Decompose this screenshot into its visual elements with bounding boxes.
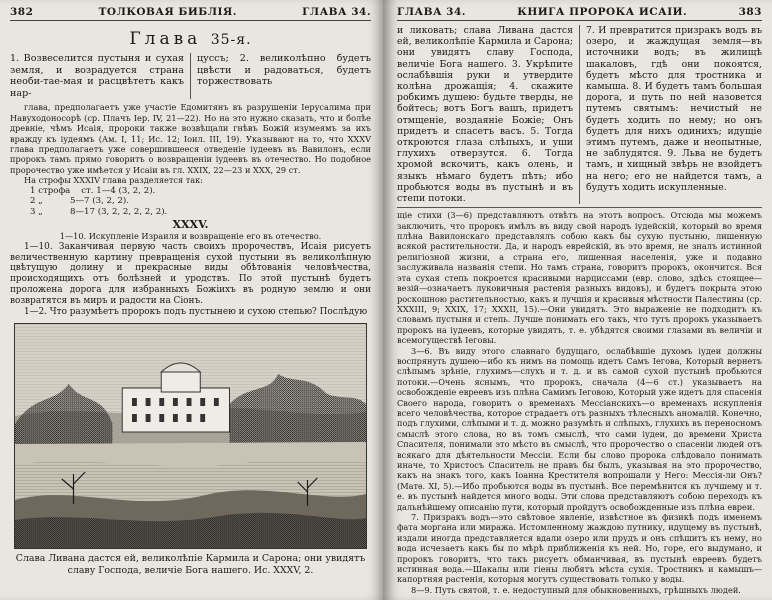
left-page <box>0 0 383 600</box>
commentary-intro: 1—10. Заканчивая первую часть своихъ пророчествъ, Исаія рисуетъ величественную картину превращенія сухой пустыни въ великолѣпную цвѣтущую долину и прекрасные виды обѣтованія человѣчества, происходящихъ отъ болѣзней и уродствъ. По этой пустынѣ будетъ проложена дорога для избранныхъ Божіихъ въ родную землю и они возвратятся въ миръ и радости на Сіонъ. <box>10 241 371 306</box>
verse1-left-col: 1. Возвеселится пустыня и сухая земля, и возрадуется страна необи-тае-мая и расцвѣтетъ какъ нар- <box>10 53 184 99</box>
engraving-landscape-image <box>15 324 366 548</box>
scripture-col-b: 7. И превратится призракъ водъ въ озеро, и жаждущая земля—въ источники водъ; въ жилищѣ шакаловъ, гдѣ они покоятся, будетъ мѣсто для тростника и камыша. 8. И будетъ тамъ большая дорога, и путь по ней назовется путемъ святымъ: нечистый не будетъ ходить по нему; но онъ будетъ для нихъ одинихъ; идущіе этимъ путемъ, даже и неопытные, не заблудятся. 9. Льва не будетъ тамъ, и хищный звѣрь не взойдетъ на него; его не найдется тамъ, а будутъ ходить искупленные. <box>586 25 762 193</box>
left-page-header <box>10 6 371 21</box>
verse1-right-col: цуссъ; 2. великолѣпно будетъ цвѣсти и радоваться, будетъ торжествовать <box>197 53 371 88</box>
commentary-top: глава, предполагаетъ уже участіе Едомитянъ въ разрушеніи Іерусалима при Навуходоносорѣ (ср. Плачъ Іер. IV, 21—22). Но на это нужно сказать, что и болѣе древніе, чѣмъ Исаія, пророки также возвѣщали гнѣвъ Божій изумеямъ за ихъ вражду къ іудеямъ (Ам. I, 11; Ис. 12; Іоил. III, 19). Указывают на то, что XXXV глава предполагаетъ уже совершившееся отведеніе іудеевъ въ Вавилонъ, если пророкъ тамъ прямо говоритъ о возвращеніи іудеевъ въ отечество. Но подобное пророчество уже имѣется у Исаіи въ гл. XXIX, 22—23 и XXX, 29 ст. <box>10 102 371 175</box>
engraving-illustration <box>14 323 367 549</box>
right-chapter-ref: ГЛАВА 34. <box>397 6 466 18</box>
scripture-col-a: и ликовать; слава Ливана дастся ей, великолѣпіе Кармила и Сарона; они увидятъ славу Господа, величіе Бога нашего. 3. Укрѣпите ослабѣвшія руки и утвердите колѣна дрожащія; 4. скажите робкимъ душею: будьте тверды, не бойтесь; вотъ Богъ вашъ, придетъ отмщеніе, воздаяніе Божіе; Онъ придетъ и спасетъ васъ. 5. Тогда откроются глаза слѣпыхъ, и уши глухихъ отверзутся. 6. Тогда хромой вскочитъ, какъ олень, и языкъ нѣмаго будетъ пѣть; ибо пробьются воды въ пустынѣ и въ степи потоки. <box>397 25 573 205</box>
section-subtitle: 1—10. Искупленіе Израиля и возвращеніе его въ отечество. <box>59 231 322 242</box>
commentary-rule <box>397 207 762 208</box>
left-chapter-ref: ГЛАВА 34. <box>302 6 371 18</box>
right-page-header <box>397 6 762 21</box>
strophe-intro: На строфы XXXIV глава разделяется так: <box>24 175 203 186</box>
commentary-v7: 7. Призракъ водъ—это свѣтовое явленіе, извѣстное въ физикѣ подъ именемъ фата моргана или миража. Истомленному жаждою путнику, идущему въ пустынѣ, издали иногда представляется вдали озеро или прудъ и онъ спѣшитъ къ нему, но вода исчезаетъ какъ бы по мѣрѣ приближенія къ ней. Но, горе, его выдумано, и пророкъ говоритъ, что такъ рисуетъ обманчивая, въ пустынѣ евреевъ будетъ истинная вода.—Шакалы или гіены любятъ мѣста сухія. Тростникъ и камышъ—капортняя растенія, которыя могутъ существовать только у воды. <box>397 512 762 585</box>
left-page-number: 382 <box>10 6 34 18</box>
strophe-row: 3 „ 8—17 (3, 2, 2, 2, 2, 2). <box>30 206 168 217</box>
right-running-title: КНИГА ПРОРОКА ИСАІИ. <box>517 6 688 18</box>
right-page-number: 383 <box>738 6 762 18</box>
column-divider <box>190 53 191 99</box>
scripture-columns <box>397 25 762 204</box>
chapter-heading: Глава <box>129 29 202 49</box>
left-running-title: ТОЛКОВАЯ БИБЛІЯ. <box>98 6 237 18</box>
strophe-row: 2 „ 5—7 (3, 2, 2). <box>30 196 130 207</box>
strophe-plan <box>10 186 371 218</box>
chapter-title <box>10 29 371 49</box>
commentary-vv3-6: 3—6. Въ виду этого славнаго будущаго, ослабѣвшіе духомъ іудеи должны воспрянуть душею—ибо къ нимъ на помощь идетъ Самъ Іегова, Который вернетъ слѣпымъ зрѣніе, глухимъ—слухъ и т. д. и въ самой сухой пустынѣ пробьются потоки.—Очень яснымъ, что пророкъ, сначала (4—6 ст.) указываетъ на освобожденіе евреевъ изъ плѣна Самимъ Іеговою, Который уже идетъ для спасенія Своего народа, говоритъ о временахъ Мессіанскихъ—о временахъ искупленія всего человѣчества, которое страдаетъ отъ разныхъ тѣлесныхъ аномалій. Конечно, подъ глухими, слѣпыми и т. д. можно разумѣть и слѣпыхъ, глухихъ въ переносномъ смыслѣ этого слова, но въ томъ смыслѣ, что сами іудеи, до времени Христа Спасителя, понимали это мѣсто въ смыслѣ, что пророчество о спасеніи людей отъ всякаго для дѣятельности Мессіи. Если бы слово пророка слѣдовало понимать иначе, то Христосъ Спаситель не правъ бы былъ, указывая на это пророчество, какъ на знакъ того, какъ Іоанна Крестителя вопрошали у Него: Мессія-ли Онъ? (Матѳ. XI, 5).—Ибо пробьются воды въ пустынѣ. Все перемѣнится къ лучшему и т. е. въ пустынѣ найдется много воды. Эти слова представляютъ собою переходъ къ дальнѣйшему описанію пути, который пройдутъ освобожденные изъ плѣна евреи. <box>397 345 762 512</box>
engraving-caption: Слава Ливана дастся ей, великолѣпіе Кармила и Сарона; они увидятъ славу Господа, величіе Бога нашего. Ис. XXXV, 2. <box>15 553 366 576</box>
commentary-vv1-2: щіе стихи (3—6) представляютъ отвѣтъ на этотъ вопросъ. Отсюда мы можемъ заключить, что пророкъ имѣлъ въ виду свой народъ іудейскій, который во время плѣна Вавилонскаго представлялъ собою какъ бы сухую пустыню, лишенную всякой растительности. Да, и народъ еврейскій, въ это время, не зналъ истинной религіозной жизни, а страна его, лишенная населенія, уже и подавно заслуживала названія степи. Но тамъ страна, говоритъ пророкъ, окончится. Вся эта сухая степь покроется красивыми нарциссами (евр. слово, здѣсь стоящее—везій—означаетъ луковичныя растенія разныхъ видовъ), и будетъ покрыта этою роскошною растительностью, какъ и лучшія и красивыя мѣстности Палестины (ср. XXXIII, 9; XXIX, 17; XXXII, 15).—Они увидятъ. Это выраженіе не подходитъ къ словамъ пустыня и степь. Лучше понимать его такъ, что тутъ пророкъ указываетъ пророкъ на іудеевъ, которые увидятъ, т. е. убѣдятся своими глазами въ величіи и всемогуществѣ Іеговы. <box>397 210 762 346</box>
commentary-question: 1—2. Что разумѣетъ пророкъ подъ пустынею и сухою степью? Послѣдую <box>24 306 368 317</box>
verse1-columns <box>10 53 371 99</box>
commentary-vv8-9: 8—9. Путь святой, т. е. недоступный для обыкновенныхъ, грѣшныхъ людей. <box>411 584 741 595</box>
strophe-row: 1 строфа ст. 1—4 (3, 2, 2). <box>30 185 156 196</box>
right-page <box>383 0 772 600</box>
section-title: XXXV. <box>172 218 209 232</box>
column-divider-right <box>579 25 580 204</box>
chapter-number: 35-я. <box>210 32 252 48</box>
